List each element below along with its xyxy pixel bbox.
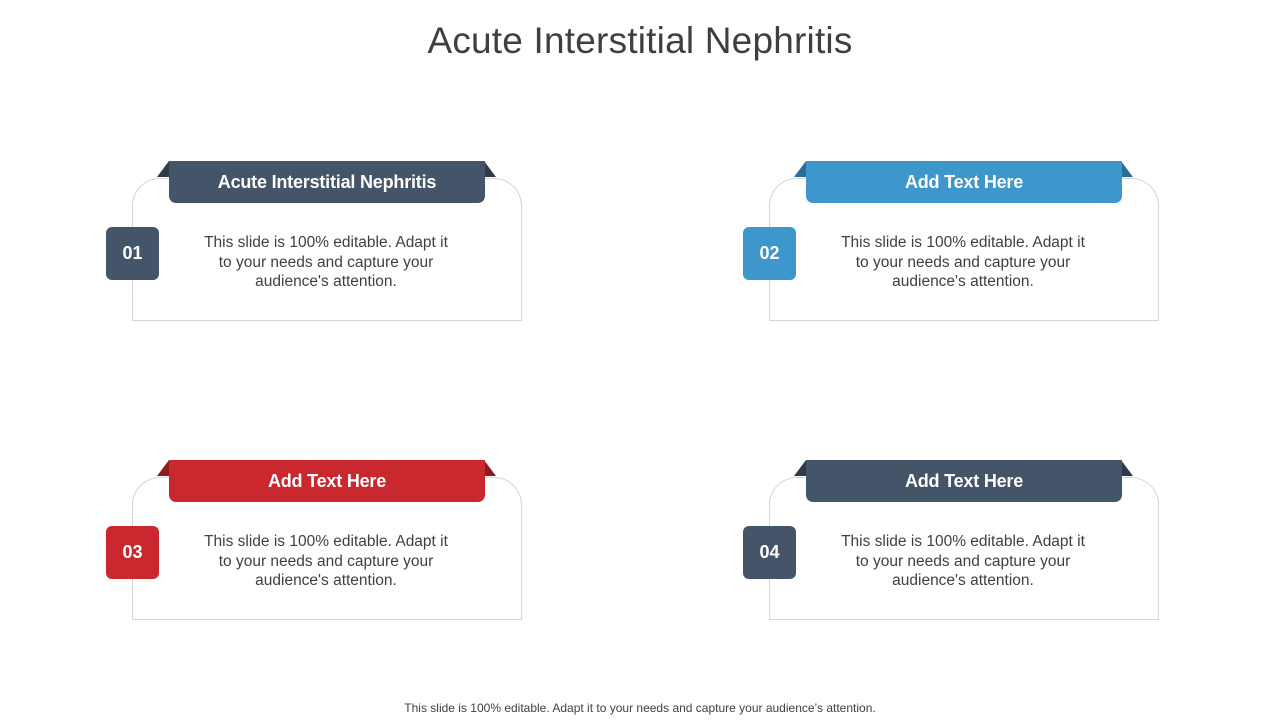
card-number-badge: 04: [743, 526, 796, 579]
ribbon-fold-left: [157, 460, 169, 476]
ribbon-fold-right: [1121, 460, 1133, 476]
card-03: [106, 460, 496, 620]
page-title: Acute Interstitial Nephritis: [427, 20, 853, 61]
card-number-badge: 01: [106, 227, 159, 280]
ribbon-fold-left: [794, 460, 806, 476]
card-heading: Add Text Here: [806, 460, 1122, 502]
ribbon-fold-right: [1121, 161, 1133, 177]
ribbon-fold-right: [484, 460, 496, 476]
card-04: [743, 460, 1133, 620]
card-body-text: This slide is 100% editable. Adapt it to your needs and capture your audience's attention.: [841, 234, 1085, 290]
card-01: [106, 161, 496, 321]
ribbon-fold-right: [484, 161, 496, 177]
ribbon-fold-left: [794, 161, 806, 177]
card-heading: Add Text Here: [169, 460, 485, 502]
footer-note: This slide is 100% editable. Adapt it to your needs and capture your audience’s attention.: [404, 701, 876, 715]
card-heading: Acute Interstitial Nephritis: [169, 161, 485, 203]
ribbon-fold-left: [157, 161, 169, 177]
card-body-text: This slide is 100% editable. Adapt it to your needs and capture your audience's attention.: [841, 533, 1085, 589]
card-body-text: This slide is 100% editable. Adapt it to your needs and capture your audience's attention.: [204, 533, 448, 589]
card-body-text: This slide is 100% editable. Adapt it to your needs and capture your audience's attention.: [204, 234, 448, 290]
card-heading: Add Text Here: [806, 161, 1122, 203]
card-number-badge: 03: [106, 526, 159, 579]
card-number-badge: 02: [743, 227, 796, 280]
card-02: [743, 161, 1133, 321]
